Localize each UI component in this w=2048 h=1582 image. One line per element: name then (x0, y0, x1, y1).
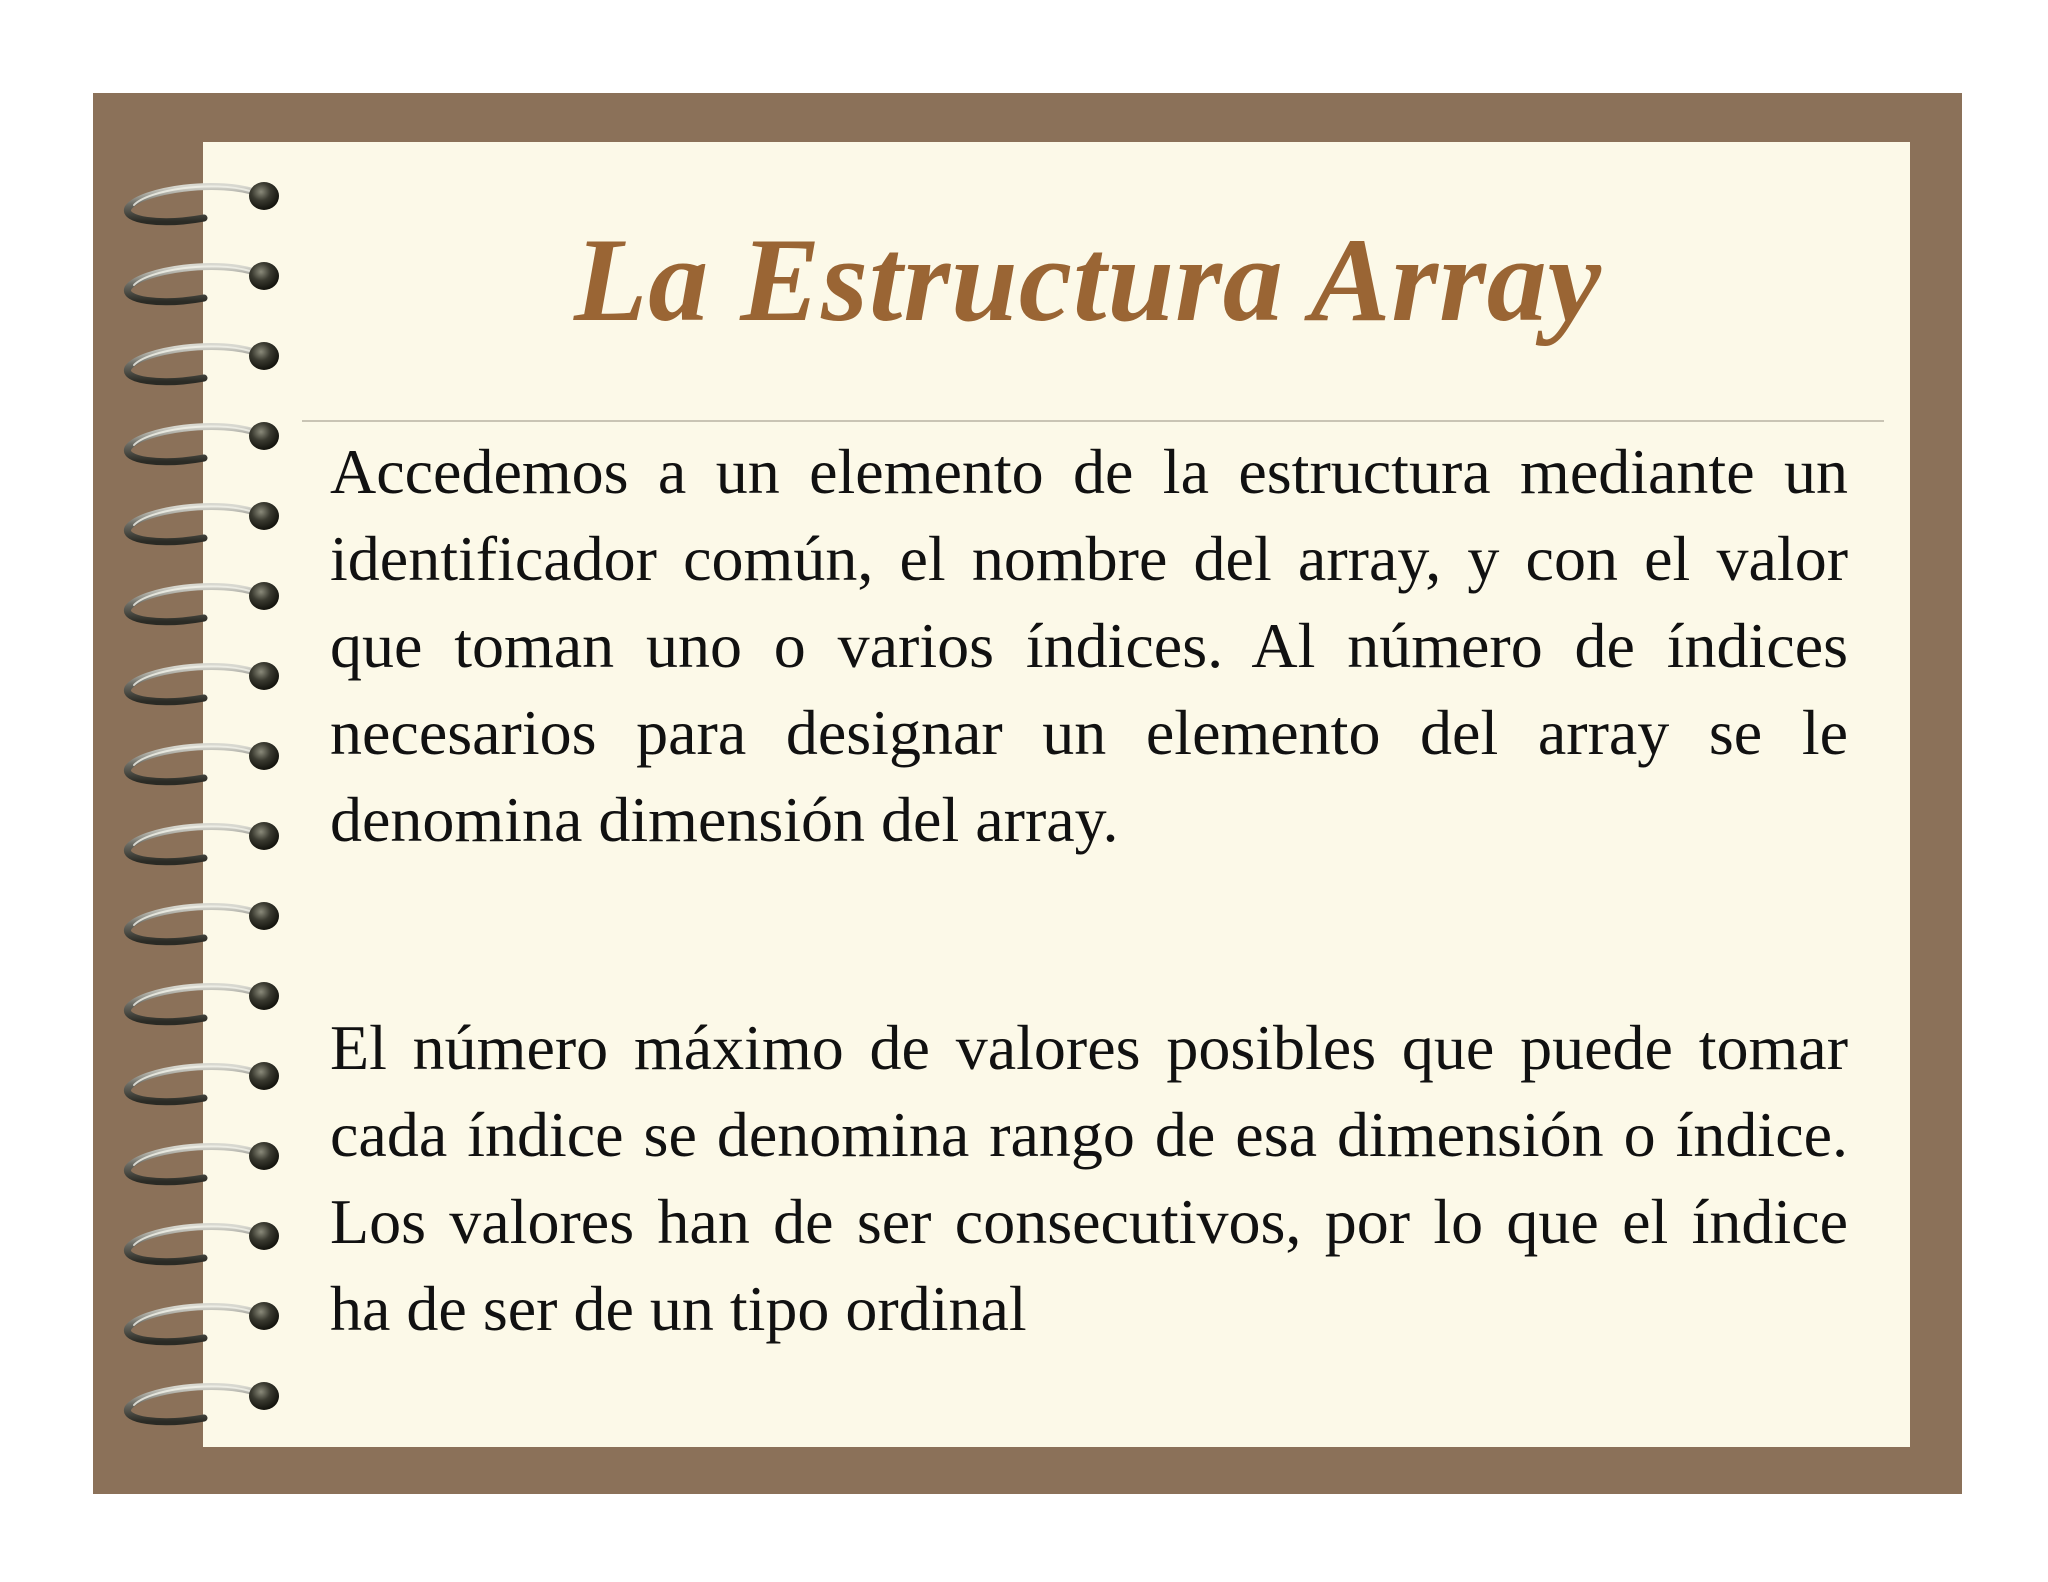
title-divider (302, 420, 1884, 422)
spiral-ring (127, 1302, 279, 1342)
slide-title: La Estructura Array (573, 213, 1603, 346)
spiral-ring (127, 582, 279, 622)
spiral-ring (127, 1222, 279, 1262)
spiral-ring (127, 1142, 279, 1182)
spiral-ring (127, 902, 279, 942)
spiral-ring (127, 742, 279, 782)
spiral-ring (127, 1382, 279, 1422)
spiral-ring (127, 822, 279, 862)
paragraph-range: El número máximo de valores posibles que puede tomar cada índice se denomina rango de esa dimensión o índice. Los valores han de ser consecutivos, por lo que el índice ha de ser de un tipo ordinal (330, 1012, 1848, 1344)
paragraph-definition: Accedemos a un elemento de la estructura mediante un identificador común, el nombre del array, y con el valor que toman uno o varios índices. Al número de índices necesarios para designar un elemento del array se le denomina dimensión del array. (330, 436, 1848, 855)
spiral-ring (127, 502, 279, 542)
spiral-binding-icon (100, 160, 300, 1460)
spiral-ring (127, 662, 279, 702)
spiral-ring (127, 982, 279, 1022)
spiral-ring (127, 1062, 279, 1102)
spiral-ring (127, 422, 279, 462)
